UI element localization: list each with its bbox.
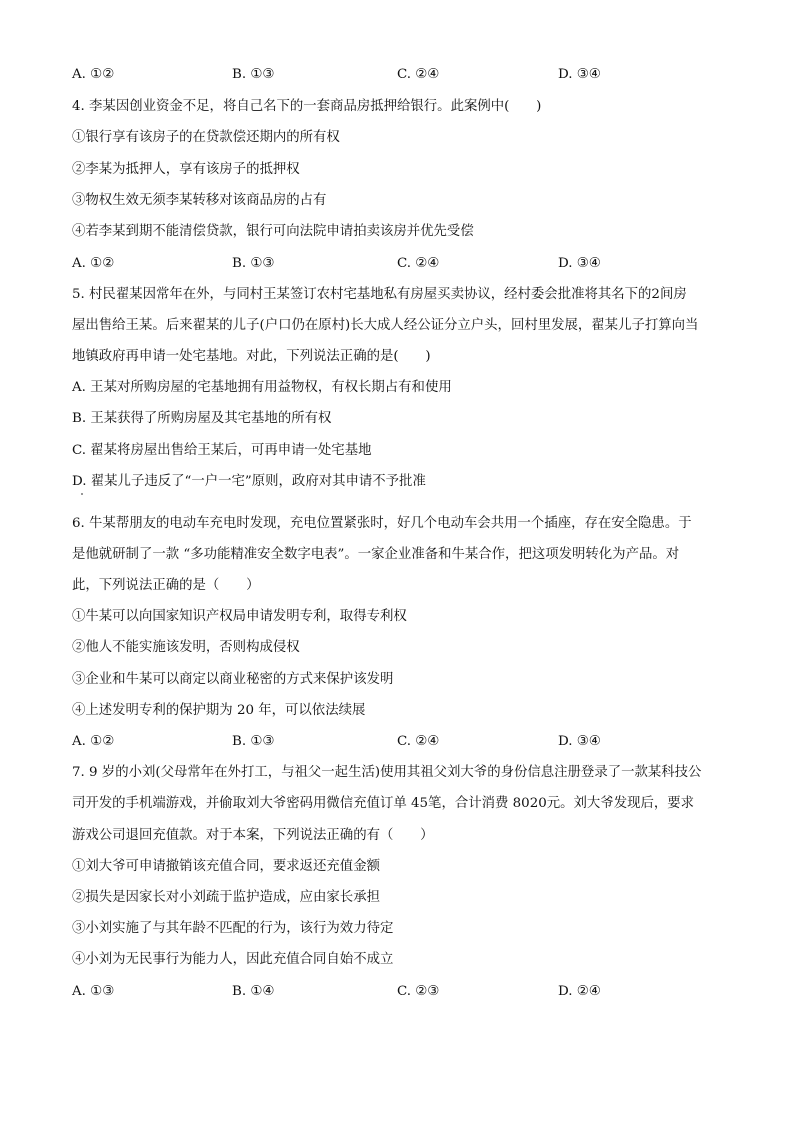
q6-item-2: ②他人不能实施该发明，否则构成侵权 [72, 640, 300, 655]
q6-item-4: ④上述发明专利的保护期为 20 年，可以依法续展 [72, 703, 366, 718]
q7-options [72, 983, 732, 1001]
scan-dot [81, 493, 83, 495]
q4-stem: 4. 李某因创业资金不足，将自己名下的一套商品房抵押给银行。此案例中( ) [72, 99, 542, 114]
q7-option-c: C. ②③ [397, 984, 440, 999]
q5-stem-line-1: 5. 村民翟某因常年在外，与同村王某签订农村宅基地私有房屋买卖协议，经村委会批准将其名下的2间房 [72, 287, 687, 302]
q3-option-c: C. ②④ [397, 67, 440, 82]
q6-option-d: D. ③④ [558, 734, 601, 749]
q5-option-a: A. 王某对所购房屋的宅基地拥有用益物权，有权长期占有和使用 [72, 380, 452, 395]
q4-option-d: D. ③④ [558, 256, 601, 271]
q3-options [72, 66, 732, 84]
q7-option-b: B. ①④ [232, 984, 275, 999]
q7-item-3: ③小刘实施了与其年龄不匹配的行为，该行为效力待定 [72, 921, 394, 936]
q3-option-b: B. ①③ [232, 67, 275, 82]
q6-item-1: ①牛某可以向国家知识产权局申请发明专利，取得专利权 [72, 609, 407, 624]
q6-options [72, 733, 732, 751]
q4-item-2: ②李某为抵押人，享有该房子的抵押权 [72, 162, 300, 177]
q5-option-b: B. 王某获得了所购房屋及其宅基地的所有权 [72, 411, 332, 426]
q7-item-1: ①刘大爷可申请撤销该充值合同，要求返还充值金额 [72, 859, 380, 874]
q7-stem-line-1: 7. 9 岁的小刘(父母常年在外打工，与祖父一起生活)使用其祖父刘大爷的身份信息注册登录了一款某科技公 [72, 765, 702, 780]
q3-option-a: A. ①② [72, 67, 115, 82]
q6-option-c: C. ②④ [397, 734, 440, 749]
q4-option-b: B. ①③ [232, 256, 275, 271]
q4-options [72, 255, 732, 273]
q7-option-d: D. ②④ [558, 984, 601, 999]
q4-item-4: ④若李某到期不能清偿贷款，银行可向法院申请拍卖该房并优先受偿 [72, 224, 474, 239]
q3-option-d: D. ③④ [558, 67, 601, 82]
q5-stem-line-2: 屋出售给王某。后来翟某的儿子(户口仍在原村)长大成人经公证分立户头，回村里发展，翟某儿子打算向当 [72, 318, 699, 333]
q5-option-c: C. 翟某将房屋出售给王某后，可再申请一处宅基地 [72, 443, 372, 458]
q7-stem-line-3: 游戏公司退回充值款。对于本案，下列说法正确的有（ ） [72, 828, 434, 843]
q4-item-3: ③物权生效无须李某转移对该商品房的占有 [72, 193, 327, 208]
q5-stem-line-3: 地镇政府再申请一处宅基地。对此，下列说法正确的是( ) [72, 349, 431, 364]
q4-item-1: ①银行享有该房子的在贷款偿还期内的所有权 [72, 130, 340, 145]
q7-option-a: A. ①③ [72, 984, 115, 999]
q6-stem-line-1: 6. 牛某帮朋友的电动车充电时发现，充电位置紧张时，好几个电动车会共用一个插座，存在安全隐患。于 [72, 516, 692, 531]
q7-item-2: ②损失是因家长对小刘疏于监护造成，应由家长承担 [72, 890, 380, 905]
q6-option-b: B. ①③ [232, 734, 275, 749]
q6-option-a: A. ①② [72, 734, 115, 749]
q4-option-c: C. ②④ [397, 256, 440, 271]
q4-option-a: A. ①② [72, 256, 115, 271]
q6-stem-line-2: 是他就研制了一款 “多功能精准安全数字电表”。一家企业准备和牛某合作，把这项发明转化为产品。对 [72, 547, 680, 562]
q6-stem-line-3: 此，下列说法正确的是（ ） [72, 578, 260, 593]
q7-stem-line-2: 司开发的手机端游戏，并偷取刘大爷密码用微信充值订单 45笔，合计消费 8020元。刘大爷发现后，要求 [72, 796, 695, 811]
q6-item-3: ③企业和牛某可以商定以商业秘密的方式来保护该发明 [72, 672, 394, 687]
q5-option-d: D. 翟某儿子违反了“一户一宅”原则，政府对其申请不予批准 [72, 474, 426, 489]
q7-item-4: ④小刘为无民事行为能力人，因此充值合同自始不成立 [72, 952, 394, 967]
